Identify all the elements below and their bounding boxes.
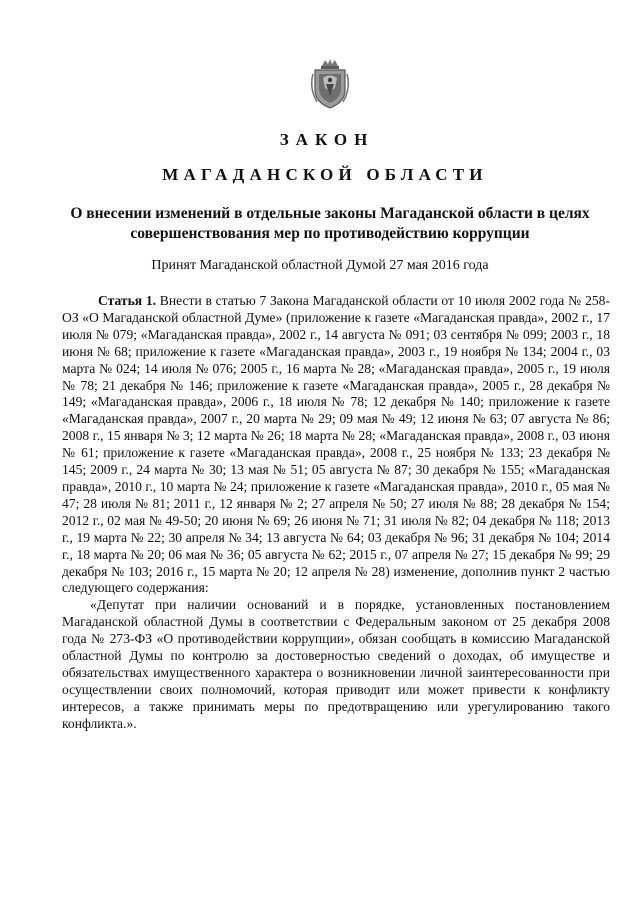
article-1-quote: «Депутат при наличии оснований и в порядке, установленных постановлением Магаданской областной Думы в соответствии с Федеральным законом от 25 декабря 2008 года № 273-ФЗ «О противодействии коррупции», обязан сообщать в комиссию Магаданской областной Думы по контролю за достоверностью сведений о доходах, об имуществе и обязательствах имущественного характера о возникновении личной заинтересованности при осуществлении своих полномочий, которая приводит или может привести к конфликту интересов, а также принимать меры по предотвращению или урегулированию такого конфликта.». <box>62 597 610 731</box>
article-1-label: Статья 1. <box>98 293 157 308</box>
document-title: ЗАКОН <box>279 130 375 149</box>
document-subject: О внесении изменений в отдельные законы Магаданской области в целях совершенствования мер по противодействию коррупции <box>70 205 590 242</box>
coat-of-arms-icon <box>309 58 351 110</box>
article-1-text: Внести в статью 7 Закона Магаданской области от 10 июля 2002 года № 258-ОЗ «О Магаданской областной Думе» (приложение к газете «Магаданская правда», 2002 г., 17 июля № 079; «Магаданская правда», 2002 г., 14 августа № 091; 03 сентября № 099; 2003 г., 18 июня № 68; приложение к газете «Магаданская правда», 2003 г., 19 ноября № 134; 2004 г., 03 марта № 024; 14 июля № 076; 2005 г., 16 марта № 28; «Магаданская правда», 2005 г., 19 июля № 78; 21 декабря № 146; приложение к газете «Магаданская правда», 2005 г., 28 декабря № 149; «Магаданская правда», 2006 г., 18 июля № 78; 12 декабря № 140; приложение к газете «Магаданская правда», 2007 г., 20 марта № 29; 09 мая № 49; 12 июня № 63; 07 августа № 86; 2008 г., 15 января № 3; 12 марта № 26; 18 марта № 28; «Магаданская правда», 2008 г., 03 июня № 61; приложение к газете «Магаданская правда», 2008 г., 25 ноября № 133; 23 декабря № 145; 2009 г., 24 марта № 30; 13 мая № 51; 05 августа № 87; 30 декабря № 155; «Магаданская правда», 2010 г., 10 марта № 24; приложение к газете «Магаданская правда», 2010 г., 05 мая № 47; 28 июля № 81; 2011 г., 12 января № 2; 27 апреля № 50; 27 июля № 88; 28 декабря № 154; 2012 г., 02 мая № 49-50; 20 июня № 69; 26 июня № 71; 31 июля № 82; 04 декабря № 118; 2013 г., 19 марта № 22; 30 апреля № 34; 13 августа № 64; 03 декабря № 96; 31 декабря № 104; 2014 г., 18 марта № 20; 06 мая № 36; 05 августа № 62; 2015 г., 07 апреля № 27; 15 декабря № 99; 29 декабря № 103; 2016 г., 15 марта № 20; 12 апреля № 28) изменение, дополнив пункт 2 частью следующего содержания: <box>62 293 610 596</box>
adoption-statement: Принят Магаданской областной Думой 27 мая 2016 года <box>151 258 489 273</box>
article-1 <box>62 293 610 733</box>
article-1-paragraph <box>62 293 610 597</box>
document-region: МАГАДАНСКОЙ ОБЛАСТИ <box>162 165 488 184</box>
